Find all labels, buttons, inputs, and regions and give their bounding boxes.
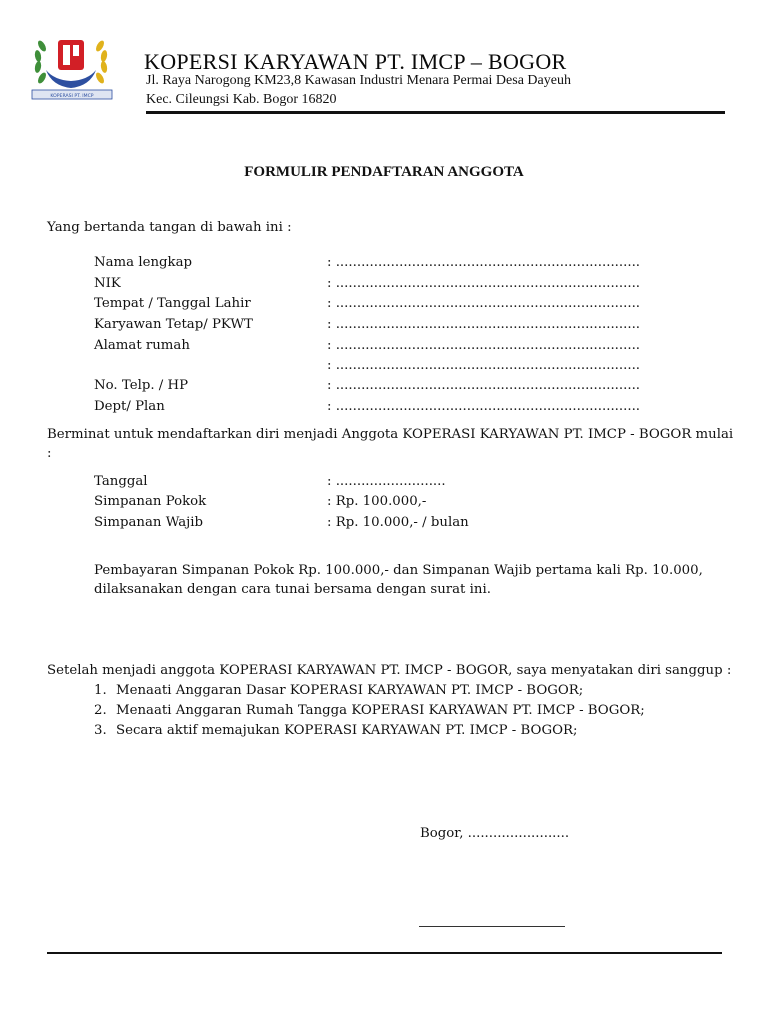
emblem-icon	[58, 40, 84, 70]
wreath-right-icon	[94, 39, 108, 84]
interest-statement: Berminat untuk mendaftarkan diri menjadi Anggota KOPERASI KARYAWAN PT. IMCP - BOGOR mulai	[47, 427, 734, 442]
field-value[interactable]: : ........................................................................	[327, 255, 641, 270]
cooperative-logo	[28, 26, 116, 104]
address-line-1: Jl. Raya Narogong KM23,8 Kawasan Industri Menara Permai Desa Dayeuh	[146, 73, 571, 88]
field-value[interactable]: : ........................................................................	[327, 296, 641, 311]
field-value: : Rp. 10.000,- / bulan	[327, 515, 469, 530]
payment-note-line-2: dilaksanakan dengan cara tunai bersama dengan surat ini.	[94, 582, 491, 597]
field-value[interactable]: : ........................................................................	[327, 276, 641, 291]
field-label: Dept/ Plan	[94, 399, 165, 414]
field-label: No. Telp. / HP	[94, 378, 189, 393]
payment-note-line-1: Pembayaran Simpanan Pokok Rp. 100.000,- dan Simpanan Wajib pertama kali Rp. 10.000,	[94, 563, 703, 578]
list-text: Menaati Anggaran Rumah Tangga KOPERASI KARYAWAN PT. IMCP - BOGOR;	[116, 703, 645, 718]
signature-line[interactable]	[419, 926, 565, 927]
document-title: FORMULIR PENDAFTARAN ANGGOTA	[244, 164, 524, 180]
list-number: 3.	[94, 723, 107, 738]
intro-text: Yang bertanda tangan di bawah ini :	[47, 220, 292, 235]
list-number: 1.	[94, 683, 107, 698]
address-line-2: Kec. Cileungsi Kab. Bogor 16820	[146, 92, 337, 107]
field-value[interactable]: : ........................................................................	[327, 358, 641, 373]
field-label: NIK	[94, 276, 121, 291]
header-divider	[146, 111, 725, 114]
footer-divider	[47, 952, 722, 954]
field-label: Nama lengkap	[94, 255, 193, 270]
list-number: 2.	[94, 703, 107, 718]
wreath-left-icon	[34, 39, 48, 84]
hands-icon	[46, 70, 96, 88]
field-label: Alamat rumah	[94, 338, 190, 353]
organization-name: KOPERSI KARYAWAN PT. IMCP – BOGOR	[144, 49, 567, 74]
field-label: Tanggal	[94, 474, 148, 489]
field-value[interactable]: : ........................................................................	[327, 378, 641, 393]
field-value: : Rp. 100.000,-	[327, 494, 427, 509]
field-value[interactable]: : ........................................................................	[327, 399, 641, 414]
list-text: Secara aktif memajukan KOPERASI KARYAWAN PT. IMCP - BOGOR;	[116, 723, 578, 738]
field-label: Karyawan Tetap/ PKWT	[94, 317, 253, 332]
logo-banner-text: KOPERASI PT. IMCP	[50, 93, 94, 99]
field-label: Simpanan Wajib	[94, 515, 204, 530]
commitment-intro: Setelah menjadi anggota KOPERASI KARYAWAN PT. IMCP - BOGOR, saya menyatakan diri sanggup :	[47, 663, 732, 678]
interest-statement-colon: :	[47, 446, 52, 461]
place-date[interactable]: Bogor, ........................	[420, 826, 570, 841]
field-label: Simpanan Pokok	[94, 494, 207, 509]
list-text: Menaati Anggaran Dasar KOPERASI KARYAWAN PT. IMCP - BOGOR;	[116, 683, 584, 698]
field-value[interactable]: : ........................................................................	[327, 317, 641, 332]
field-value[interactable]: : ..........................	[327, 474, 446, 489]
field-label: Tempat / Tanggal Lahir	[94, 296, 251, 311]
field-value[interactable]: : ........................................................................	[327, 338, 641, 353]
